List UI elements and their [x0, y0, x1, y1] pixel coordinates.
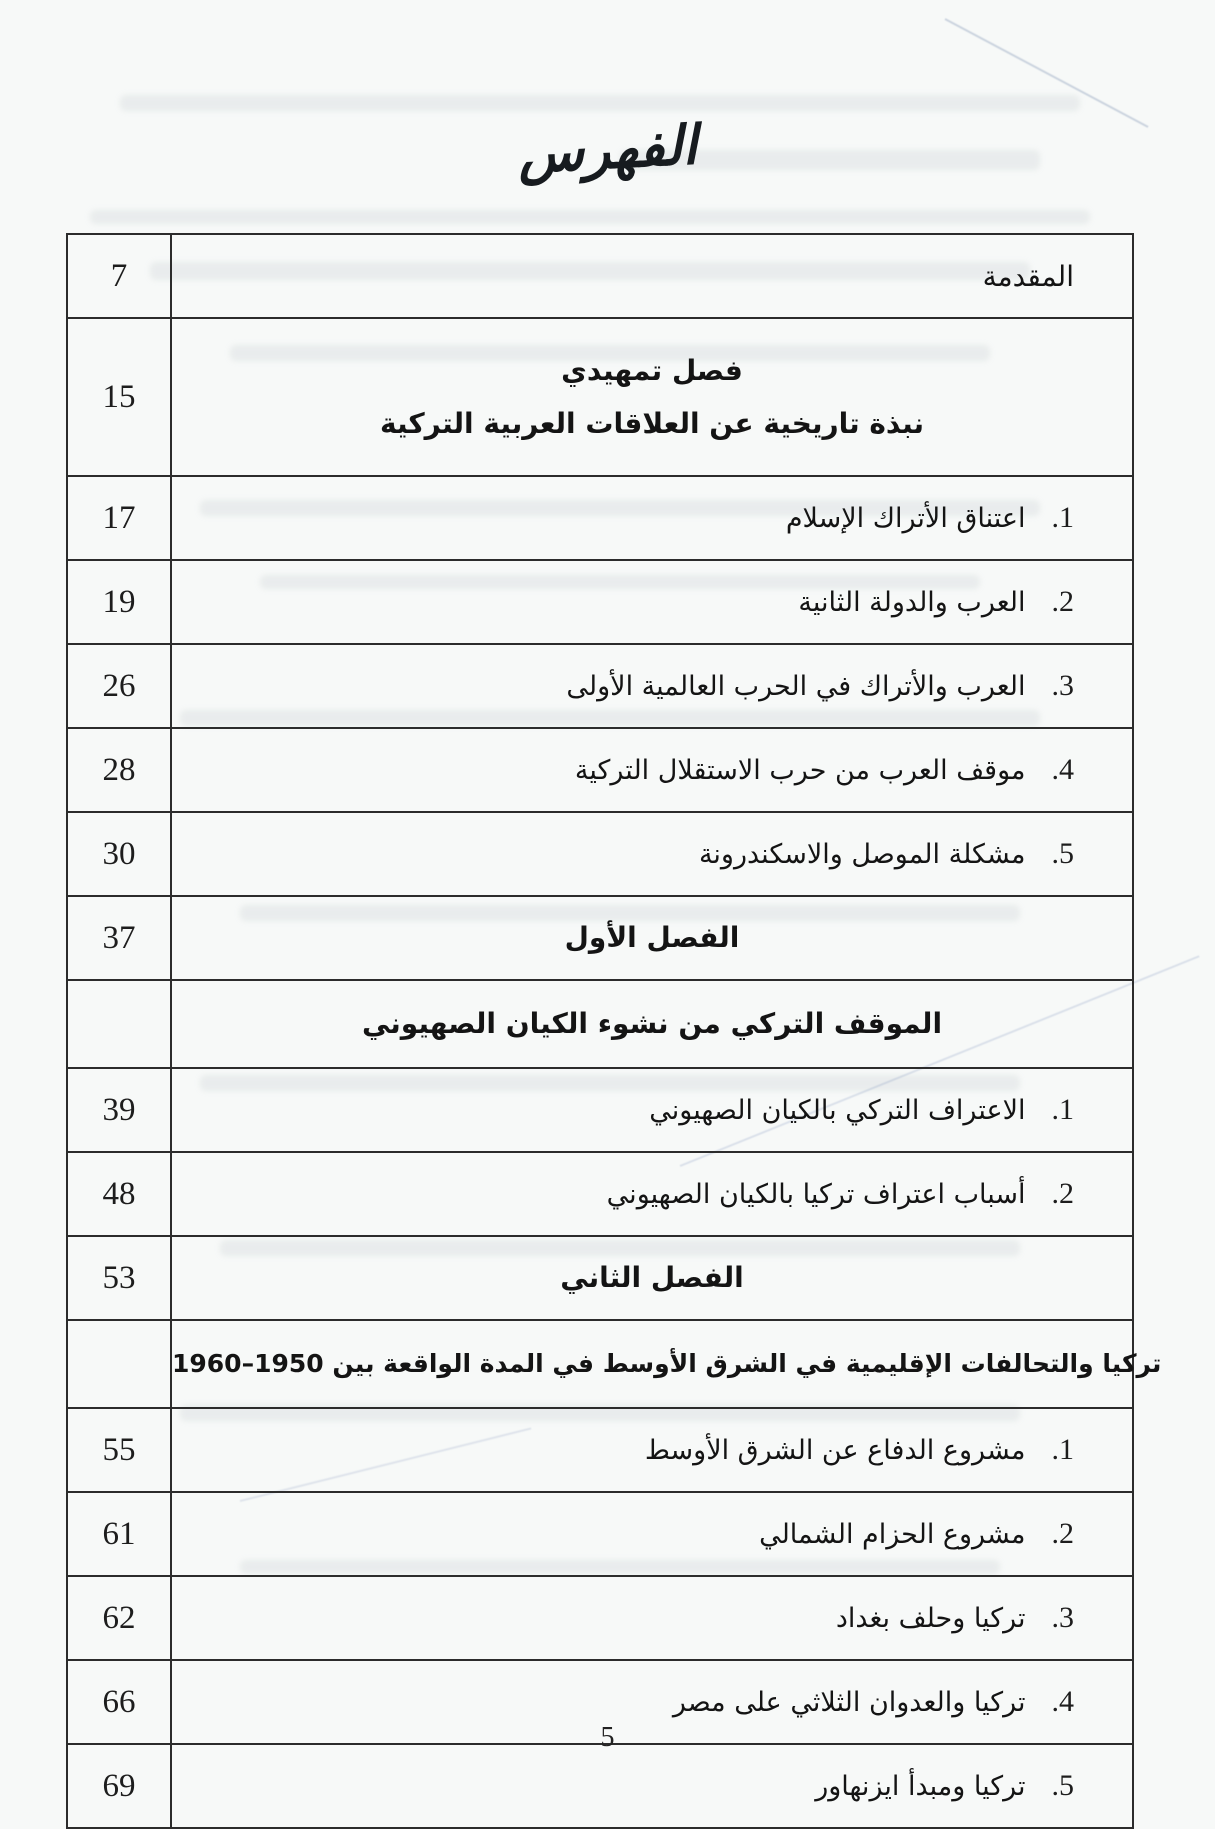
page-number-cell: 61 — [68, 1493, 172, 1575]
entry-number: 3. — [1051, 1601, 1074, 1634]
section-heading: تركيا والتحالفات الإقليمية في الشرق الأوسط في المدة الواقعة بين 1950–1960 — [172, 1349, 1162, 1379]
page-number-cell: 66 — [68, 1661, 172, 1743]
page-number-cell: 26 — [68, 645, 172, 727]
page-number-cell: 69 — [68, 1745, 172, 1827]
entry-title: العرب والدولة الثانية — [798, 587, 1026, 618]
page-number-cell — [68, 981, 172, 1067]
entry-title: تركيا ومبدأ ايزنهاور — [815, 1771, 1026, 1802]
page-number-cell: 19 — [68, 561, 172, 643]
entry-title: مشكلة الموصل والاسكندرونة — [698, 839, 1026, 870]
table-row — [68, 1237, 1132, 1321]
toc-table — [66, 233, 1162, 1829]
entry-cell — [172, 1409, 1132, 1491]
entry-cell — [172, 1237, 1132, 1319]
page-number-cell: 62 — [68, 1577, 172, 1659]
entry-cell — [172, 981, 1132, 1067]
entry-title: مشروع الحزام الشمالي — [759, 1519, 1026, 1550]
scan-artifact — [90, 210, 1090, 224]
page-number-cell: 15 — [68, 319, 172, 475]
entry-number: 2. — [1051, 585, 1074, 618]
entry-title: الاعتراف التركي بالكيان الصهيوني — [649, 1095, 1026, 1126]
table-row — [68, 813, 1132, 897]
entry-title: العرب والأتراك في الحرب العالمية الأولى — [566, 671, 1026, 702]
table-row — [68, 235, 1132, 319]
entry-number: 3. — [1051, 669, 1074, 702]
entry-cell — [172, 645, 1132, 727]
page-number-cell: 37 — [68, 897, 172, 979]
section-heading: الفصل الأول — [564, 921, 740, 955]
entry-cell — [172, 477, 1132, 559]
entry-number: 2. — [1051, 1177, 1074, 1210]
page-number-cell: 28 — [68, 729, 172, 811]
table-row — [68, 1069, 1132, 1153]
entry-number: 1. — [1051, 501, 1074, 534]
entry-title: موقف العرب من حرب الاستقلال التركية — [574, 755, 1026, 786]
section-heading: الموقف التركي من نشوء الكيان الصهيوني — [361, 1007, 943, 1041]
entry-cell — [172, 1493, 1132, 1575]
table-row — [68, 1577, 1132, 1661]
page-number-cell: 48 — [68, 1153, 172, 1235]
entry-title: أسباب اعتراف تركيا بالكيان الصهيوني — [606, 1179, 1026, 1210]
entry-number: 1. — [1051, 1093, 1074, 1126]
page-number-cell: 7 — [68, 235, 172, 317]
table-row — [68, 1321, 1162, 1409]
section-heading: فصل تمهيدي — [561, 353, 743, 387]
table-row — [68, 1153, 1132, 1237]
page-number-cell: 17 — [68, 477, 172, 559]
table-row — [68, 645, 1132, 729]
toc-table-body — [68, 235, 1162, 1827]
entry-cell — [172, 1745, 1132, 1827]
entry-title: المقدمة — [982, 259, 1074, 293]
table-row — [68, 729, 1132, 813]
page-number-cell: 55 — [68, 1409, 172, 1491]
section-heading: الفصل الثاني — [560, 1261, 744, 1295]
entry-title: تركيا والعدوان الثلاثي على مصر — [672, 1687, 1026, 1718]
entry-number: 1. — [1051, 1433, 1074, 1466]
entry-cell — [172, 319, 1132, 475]
folio-number: 5 — [600, 1722, 615, 1753]
page-number-cell: 53 — [68, 1237, 172, 1319]
entry-number: 5. — [1051, 1769, 1074, 1802]
table-row — [68, 477, 1132, 561]
table-row — [68, 561, 1132, 645]
entry-title: اعتناق الأتراك الإسلام — [785, 503, 1026, 534]
table-row — [68, 897, 1132, 981]
entry-number: 4. — [1051, 1685, 1074, 1718]
table-row — [68, 981, 1132, 1069]
entry-cell — [172, 813, 1132, 895]
entry-number: 2. — [1051, 1517, 1074, 1550]
entry-cell — [172, 235, 1132, 317]
page-number-cell — [68, 1321, 172, 1407]
entry-cell — [172, 1069, 1132, 1151]
entry-number: 5. — [1051, 837, 1074, 870]
entry-cell — [172, 561, 1132, 643]
table-row — [68, 319, 1132, 477]
table-row — [68, 1409, 1132, 1493]
section-heading: نبذة تاريخية عن العلاقات العربية التركية — [379, 407, 925, 440]
page-title: الفهرس — [516, 113, 699, 186]
entry-title: مشروع الدفاع عن الشرق الأوسط — [644, 1435, 1026, 1466]
entry-cell — [172, 1577, 1132, 1659]
table-row — [68, 1745, 1132, 1827]
entry-cell — [172, 1153, 1132, 1235]
entry-number: 4. — [1051, 753, 1074, 786]
table-row — [68, 1493, 1132, 1577]
entry-cell — [172, 729, 1132, 811]
entry-cell — [172, 897, 1132, 979]
page-number-cell: 39 — [68, 1069, 172, 1151]
entry-title: تركيا وحلف بغداد — [835, 1603, 1026, 1634]
entry-cell — [172, 1321, 1161, 1407]
page-number-cell: 30 — [68, 813, 172, 895]
